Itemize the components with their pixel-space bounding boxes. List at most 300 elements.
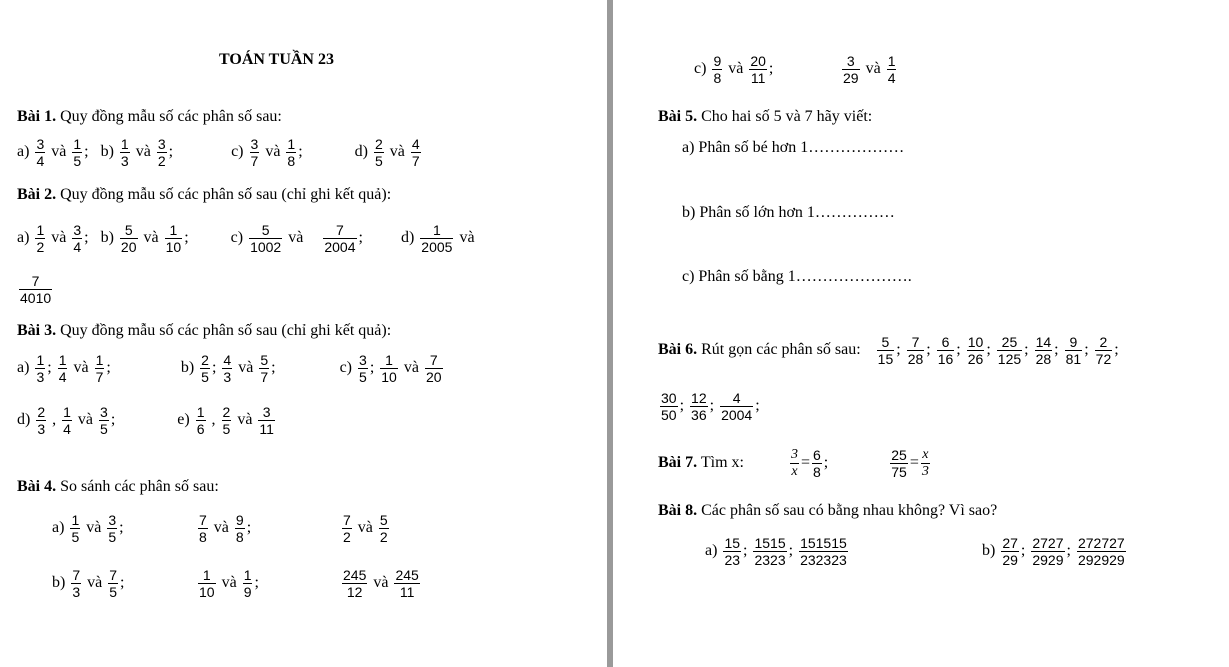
numerator: 1 [420, 222, 453, 239]
text: ; [184, 229, 189, 247]
denominator: 3 [37, 421, 46, 437]
bai4-a-1 [52, 512, 124, 545]
denominator: 5 [222, 421, 231, 437]
numerator: 1 [95, 352, 104, 368]
text: Bài 2. [17, 186, 57, 203]
numerator: 3 [100, 404, 108, 420]
denominator: 72 [1095, 351, 1112, 367]
numerator: 3 [250, 136, 259, 152]
text: Bài 6. [658, 341, 698, 359]
fraction [222, 404, 232, 437]
text: ; [369, 359, 375, 377]
bai3-line2 [17, 404, 277, 437]
fraction [997, 334, 1022, 367]
bai8-a: a) $\frac{15}{23}$ ; $\frac{1515}{2323}$ ; $\frac{151515}{232323}$ [705, 535, 847, 568]
fraction [222, 352, 232, 385]
bai4-b-1 [52, 567, 124, 600]
bai7-eq1: $\frac{3}{x}$ = $\frac{6}{8}$ ; [790, 447, 829, 480]
text: và [237, 411, 253, 429]
fraction [35, 222, 45, 255]
denominator: 2 [36, 239, 45, 255]
denominator: 4 [58, 369, 67, 385]
fraction [799, 535, 848, 568]
bai3-d [17, 404, 116, 437]
fraction [243, 567, 253, 600]
fraction [812, 447, 822, 480]
text: ; [211, 359, 217, 377]
numerator: 25 [891, 447, 907, 463]
fraction [967, 334, 985, 367]
text: Quy đồng mẫu số các phân số sau: [60, 108, 282, 125]
numerator: 9 [235, 512, 244, 528]
denominator: 26 [967, 351, 984, 367]
denominator: 10 [199, 584, 215, 600]
fraction [720, 390, 753, 423]
numerator: 15 [724, 535, 741, 551]
denominator: 292929 [1077, 552, 1125, 568]
text: Tìm x: [700, 454, 744, 472]
numerator: 151515 [800, 535, 847, 551]
denominator: 5 [359, 369, 367, 385]
left-page [0, 0, 606, 667]
text: ; [168, 143, 174, 161]
bai6-line1: Bài 6. Rút gọn các phân số sau: $\frac{5}{15}$ ; $\frac{7}{28}$ ; $\frac{6}{16}$ ; $\frac{10}{26}$ ; $\frac{25}{125}$ ; $\frac{14}{28}$ ; $\frac{9}{81}$ ; $\frac{2}{72}$ ; [658, 334, 1119, 367]
numerator: 10 [967, 334, 984, 350]
numerator: 1 [120, 136, 129, 152]
text: ; [246, 519, 252, 537]
text: b) [100, 143, 114, 161]
denominator: 8 [287, 153, 296, 169]
numerator: 3 [73, 222, 82, 238]
fraction [877, 334, 895, 367]
denominator: 2 [157, 153, 166, 169]
text: và [238, 359, 254, 377]
numerator: 1 [36, 222, 45, 238]
numerator: 1 [63, 404, 71, 420]
numerator: 1 [198, 567, 216, 584]
denominator: 10 [381, 369, 397, 385]
fraction [58, 352, 68, 385]
text: Bài 8. [658, 502, 698, 519]
text: Quy đồng mẫu số các phân số sau (chỉ ghi kết quả): [60, 322, 392, 339]
numerator: x [922, 447, 929, 462]
bai3-c [339, 352, 445, 385]
text: c) [339, 359, 353, 377]
numerator: 3 [36, 136, 45, 152]
fraction [425, 352, 443, 385]
denominator: 11 [259, 421, 274, 437]
bai2-a [17, 222, 89, 255]
numerator: 2727 [1032, 535, 1064, 551]
fraction [394, 567, 419, 600]
text: và [373, 574, 389, 592]
numerator: 7 [72, 567, 81, 583]
numerator: 1515 [754, 535, 786, 551]
fraction [411, 136, 421, 169]
fraction [890, 447, 908, 480]
numerator: 3 [157, 136, 166, 152]
denominator: 125 [997, 351, 1022, 367]
fraction [71, 567, 81, 600]
fraction [749, 53, 767, 86]
bai3-e [177, 404, 277, 437]
fraction [157, 136, 167, 169]
bai3-heading [17, 321, 391, 341]
text: a) [17, 143, 30, 161]
text: Bài 5. [658, 108, 698, 125]
text: ; [271, 359, 276, 377]
numerator: 1 [36, 352, 45, 368]
denominator: 28 [907, 351, 924, 367]
text: a) [705, 542, 718, 560]
denominator: 75 [891, 464, 907, 480]
fraction [379, 512, 389, 545]
bai5-b: b) Phân số lớn hơn 1…………… [682, 204, 895, 221]
numerator: 6 [937, 334, 955, 351]
text: Cho hai số 5 và 7 hãy viết: [701, 108, 873, 125]
numerator: 1 [71, 512, 80, 528]
text: và [865, 60, 881, 78]
numerator: 245 [395, 567, 419, 583]
denominator: 50 [661, 407, 677, 423]
fraction [690, 390, 708, 423]
fraction [921, 447, 930, 480]
fraction [72, 222, 82, 255]
fraction [1065, 334, 1083, 367]
bai2-b [100, 222, 189, 255]
numerator: 5 [379, 512, 388, 528]
denominator: 2004 [721, 407, 753, 423]
fraction [342, 567, 367, 600]
fraction [1095, 334, 1113, 367]
text: và [51, 229, 67, 247]
text: c) [230, 229, 244, 247]
numerator: 27 [1002, 535, 1018, 551]
fraction [72, 136, 82, 169]
denominator: 81 [1065, 351, 1082, 367]
text: và [73, 359, 89, 377]
numerator: 245 [343, 567, 367, 583]
denominator: 29 [843, 70, 859, 86]
bai2-line [17, 222, 475, 255]
numerator: 14 [1035, 334, 1052, 350]
denominator: 3 [72, 584, 81, 600]
numerator: 1 [196, 404, 205, 420]
numerator: 7 [19, 273, 52, 290]
text: Rút gọn các phân số sau: [701, 341, 861, 359]
denominator: 3 [223, 369, 232, 385]
fraction [196, 404, 206, 437]
fraction [108, 567, 118, 600]
text: d) [354, 143, 368, 161]
denominator: 5 [375, 153, 383, 169]
numerator: 12 [691, 390, 707, 406]
text: Bài 4. [17, 478, 57, 495]
right-page [616, 0, 1229, 667]
text: ; [298, 143, 303, 161]
numerator: 7 [199, 512, 207, 528]
fraction [286, 136, 296, 169]
fraction [374, 136, 384, 169]
denominator: 4 [63, 421, 71, 437]
text: ; [768, 60, 774, 78]
text: và [221, 574, 237, 592]
denominator: 2323 [754, 552, 786, 568]
fraction [1077, 535, 1126, 568]
page-divider [607, 0, 613, 667]
text: và [265, 143, 281, 161]
bai5-a: a) Phân số bé hơn 1……………… [682, 139, 905, 156]
denominator: 20 [425, 369, 442, 385]
fraction [62, 404, 72, 437]
text: ; [358, 229, 363, 247]
bai1-d [354, 136, 423, 169]
bai1-c [231, 136, 303, 169]
text: Các phân số sau có bằng nhau không? Vì sao? [701, 502, 998, 519]
bai6-line2: $\frac{30}{50}$ ; $\frac{12}{36}$ ; $\frac{4}{2004}$ ; [661, 390, 760, 423]
numerator: 3 [108, 512, 117, 528]
denominator: 7 [250, 153, 259, 169]
denominator: 2 [343, 529, 351, 545]
numerator: 7 [323, 222, 356, 239]
text: và [357, 519, 373, 537]
numerator: 5 [877, 334, 895, 351]
text: d) [400, 229, 415, 247]
fraction [907, 334, 925, 367]
denominator: 4 [73, 239, 82, 255]
text: ; [110, 411, 116, 429]
denominator: 2004 [324, 239, 356, 255]
denominator: 11 [750, 70, 766, 86]
denominator: 11 [399, 584, 415, 600]
denominator: 8 [235, 529, 244, 545]
fraction [200, 352, 210, 385]
bai3-b [180, 352, 276, 385]
fraction [887, 53, 897, 86]
fraction [420, 222, 453, 255]
text: b) [982, 542, 996, 560]
numerator: 30 [661, 390, 677, 406]
fraction [19, 273, 52, 306]
text: và [459, 229, 475, 247]
fraction [35, 136, 45, 169]
text: và [403, 359, 419, 377]
text: ; [47, 359, 52, 377]
numerator: 3 [258, 404, 275, 421]
text: Bài 3. [17, 322, 57, 339]
text: , [211, 411, 216, 429]
bai4-a-2 [196, 512, 251, 545]
fraction [1031, 535, 1064, 568]
denominator: 7 [411, 153, 420, 169]
denominator: 7 [260, 369, 269, 385]
text: và [288, 229, 304, 247]
fraction [660, 390, 678, 423]
numerator: 7 [343, 512, 351, 528]
text: a) [17, 359, 30, 377]
text: và [86, 519, 102, 537]
fraction [250, 136, 260, 169]
bai5-c: c) Phân số bằng 1…………………. [682, 268, 912, 285]
denominator: 3 [921, 464, 929, 479]
text: ; [823, 454, 829, 472]
numerator: 1 [243, 567, 252, 583]
denominator: 20 [120, 239, 137, 255]
text: và [77, 411, 94, 429]
text: Bài 7. [658, 454, 698, 472]
numerator: 3 [842, 53, 860, 70]
text: , [52, 411, 57, 429]
text: và [51, 143, 67, 161]
numerator: 4 [720, 390, 753, 407]
bai2-heading [17, 185, 391, 205]
denominator: 10 [165, 239, 182, 255]
text: và [87, 574, 103, 592]
numerator: 25 [997, 334, 1022, 351]
text: Quy đồng mẫu số các phân số sau (chỉ ghi kết quả): [60, 186, 392, 203]
text: So sánh các phân số sau: [60, 478, 219, 495]
fraction [120, 222, 138, 255]
bai4-c-2 [840, 53, 898, 86]
text: ; [106, 359, 111, 377]
denominator: 8 [713, 70, 722, 86]
denominator: 5 [109, 584, 118, 600]
fraction [712, 53, 722, 86]
denominator: 2005 [421, 239, 453, 255]
denominator: 5 [108, 529, 117, 545]
numerator: 1 [887, 53, 896, 69]
fraction [70, 512, 80, 545]
denominator: 4 [887, 70, 896, 86]
fraction [249, 222, 282, 255]
text: và [143, 229, 159, 247]
bai3-a [17, 352, 111, 385]
denominator: 5 [71, 529, 80, 545]
numerator: 4 [411, 136, 420, 152]
bai2-d-second-fraction [17, 273, 54, 306]
fraction [235, 512, 245, 545]
fraction [165, 222, 183, 255]
denominator: 2 [379, 529, 388, 545]
denominator: 28 [1035, 351, 1052, 367]
denominator: 3 [36, 369, 45, 385]
fraction [36, 404, 46, 437]
denominator: 4010 [20, 290, 52, 306]
fraction [753, 535, 786, 568]
denominator: 232323 [800, 552, 847, 568]
bai7-line [658, 447, 932, 480]
bai2-d [400, 222, 475, 255]
text: a) [52, 519, 65, 537]
fraction [937, 334, 955, 367]
denominator: 5 [73, 153, 82, 169]
text: a) [17, 229, 30, 247]
bai4-a-3 [340, 512, 391, 545]
text: c) [694, 60, 707, 78]
numerator: 272727 [1077, 535, 1125, 551]
bai5-heading [658, 107, 872, 127]
numerator: 9 [1065, 334, 1083, 351]
fraction [342, 512, 352, 545]
bai7-eq2: $\frac{25}{75}$ = $\frac{x}{3}$ [891, 447, 929, 480]
numerator: 7 [109, 567, 118, 583]
denominator: 16 [937, 351, 954, 367]
denominator: 6 [196, 421, 205, 437]
text: b) [52, 574, 66, 592]
fraction [790, 447, 799, 480]
fraction [323, 222, 356, 255]
bai1-line [17, 136, 423, 169]
bai4-c-1 [694, 53, 773, 86]
denominator: 23 [724, 552, 741, 568]
fraction [842, 53, 860, 86]
denominator: 1002 [250, 239, 282, 255]
fraction [380, 352, 398, 385]
text: và [728, 60, 744, 78]
fraction [120, 136, 130, 169]
text: d) [17, 411, 31, 429]
text: và [135, 143, 151, 161]
page-title: TOÁN TUẦN 23 [219, 51, 334, 68]
numerator: 7 [425, 352, 443, 369]
numerator: 2 [37, 404, 46, 420]
numerator: 6 [812, 447, 821, 463]
numerator: 5 [249, 222, 282, 239]
denominator: 5 [201, 369, 209, 385]
text: ; [120, 574, 125, 592]
bai4-b-2 [196, 567, 259, 600]
denominator: x [791, 464, 798, 479]
numerator: 1 [287, 136, 296, 152]
numerator: 5 [260, 352, 269, 368]
text: và [389, 143, 405, 161]
text: Bài 1. [17, 108, 57, 125]
denominator: 29 [1002, 552, 1018, 568]
numerator: 3 [790, 447, 798, 462]
fraction [1035, 334, 1053, 367]
numerator: 2 [375, 136, 383, 152]
text: ; [84, 143, 89, 161]
denominator: 4 [36, 153, 45, 169]
numerator: 1 [73, 136, 82, 152]
bai1-heading [17, 107, 282, 127]
text: ; [84, 229, 89, 247]
text: c) [231, 143, 244, 161]
numerator: 4 [223, 352, 232, 368]
denominator: 15 [877, 351, 894, 367]
fraction [1001, 535, 1019, 568]
text: b) [100, 229, 114, 247]
bai8-b: b) $\frac{27}{29}$ ; $\frac{2727}{2929}$ ; $\frac{272727}{292929}$ [982, 535, 1125, 568]
fraction [35, 352, 45, 385]
fraction [107, 512, 117, 545]
bai4-heading [17, 477, 219, 497]
denominator: 3 [120, 153, 129, 169]
denominator: 2929 [1032, 552, 1064, 568]
fraction [198, 567, 216, 600]
bai3-line1 [17, 352, 445, 385]
text: ; [254, 574, 259, 592]
bai4-b-3 [340, 567, 422, 600]
numerator: 2 [1095, 334, 1113, 351]
fraction [358, 352, 368, 385]
denominator: 8 [199, 529, 207, 545]
bai2-c [230, 222, 363, 255]
numerator: 3 [359, 352, 367, 368]
fraction [95, 352, 105, 385]
fraction [723, 535, 741, 568]
fraction [259, 352, 269, 385]
